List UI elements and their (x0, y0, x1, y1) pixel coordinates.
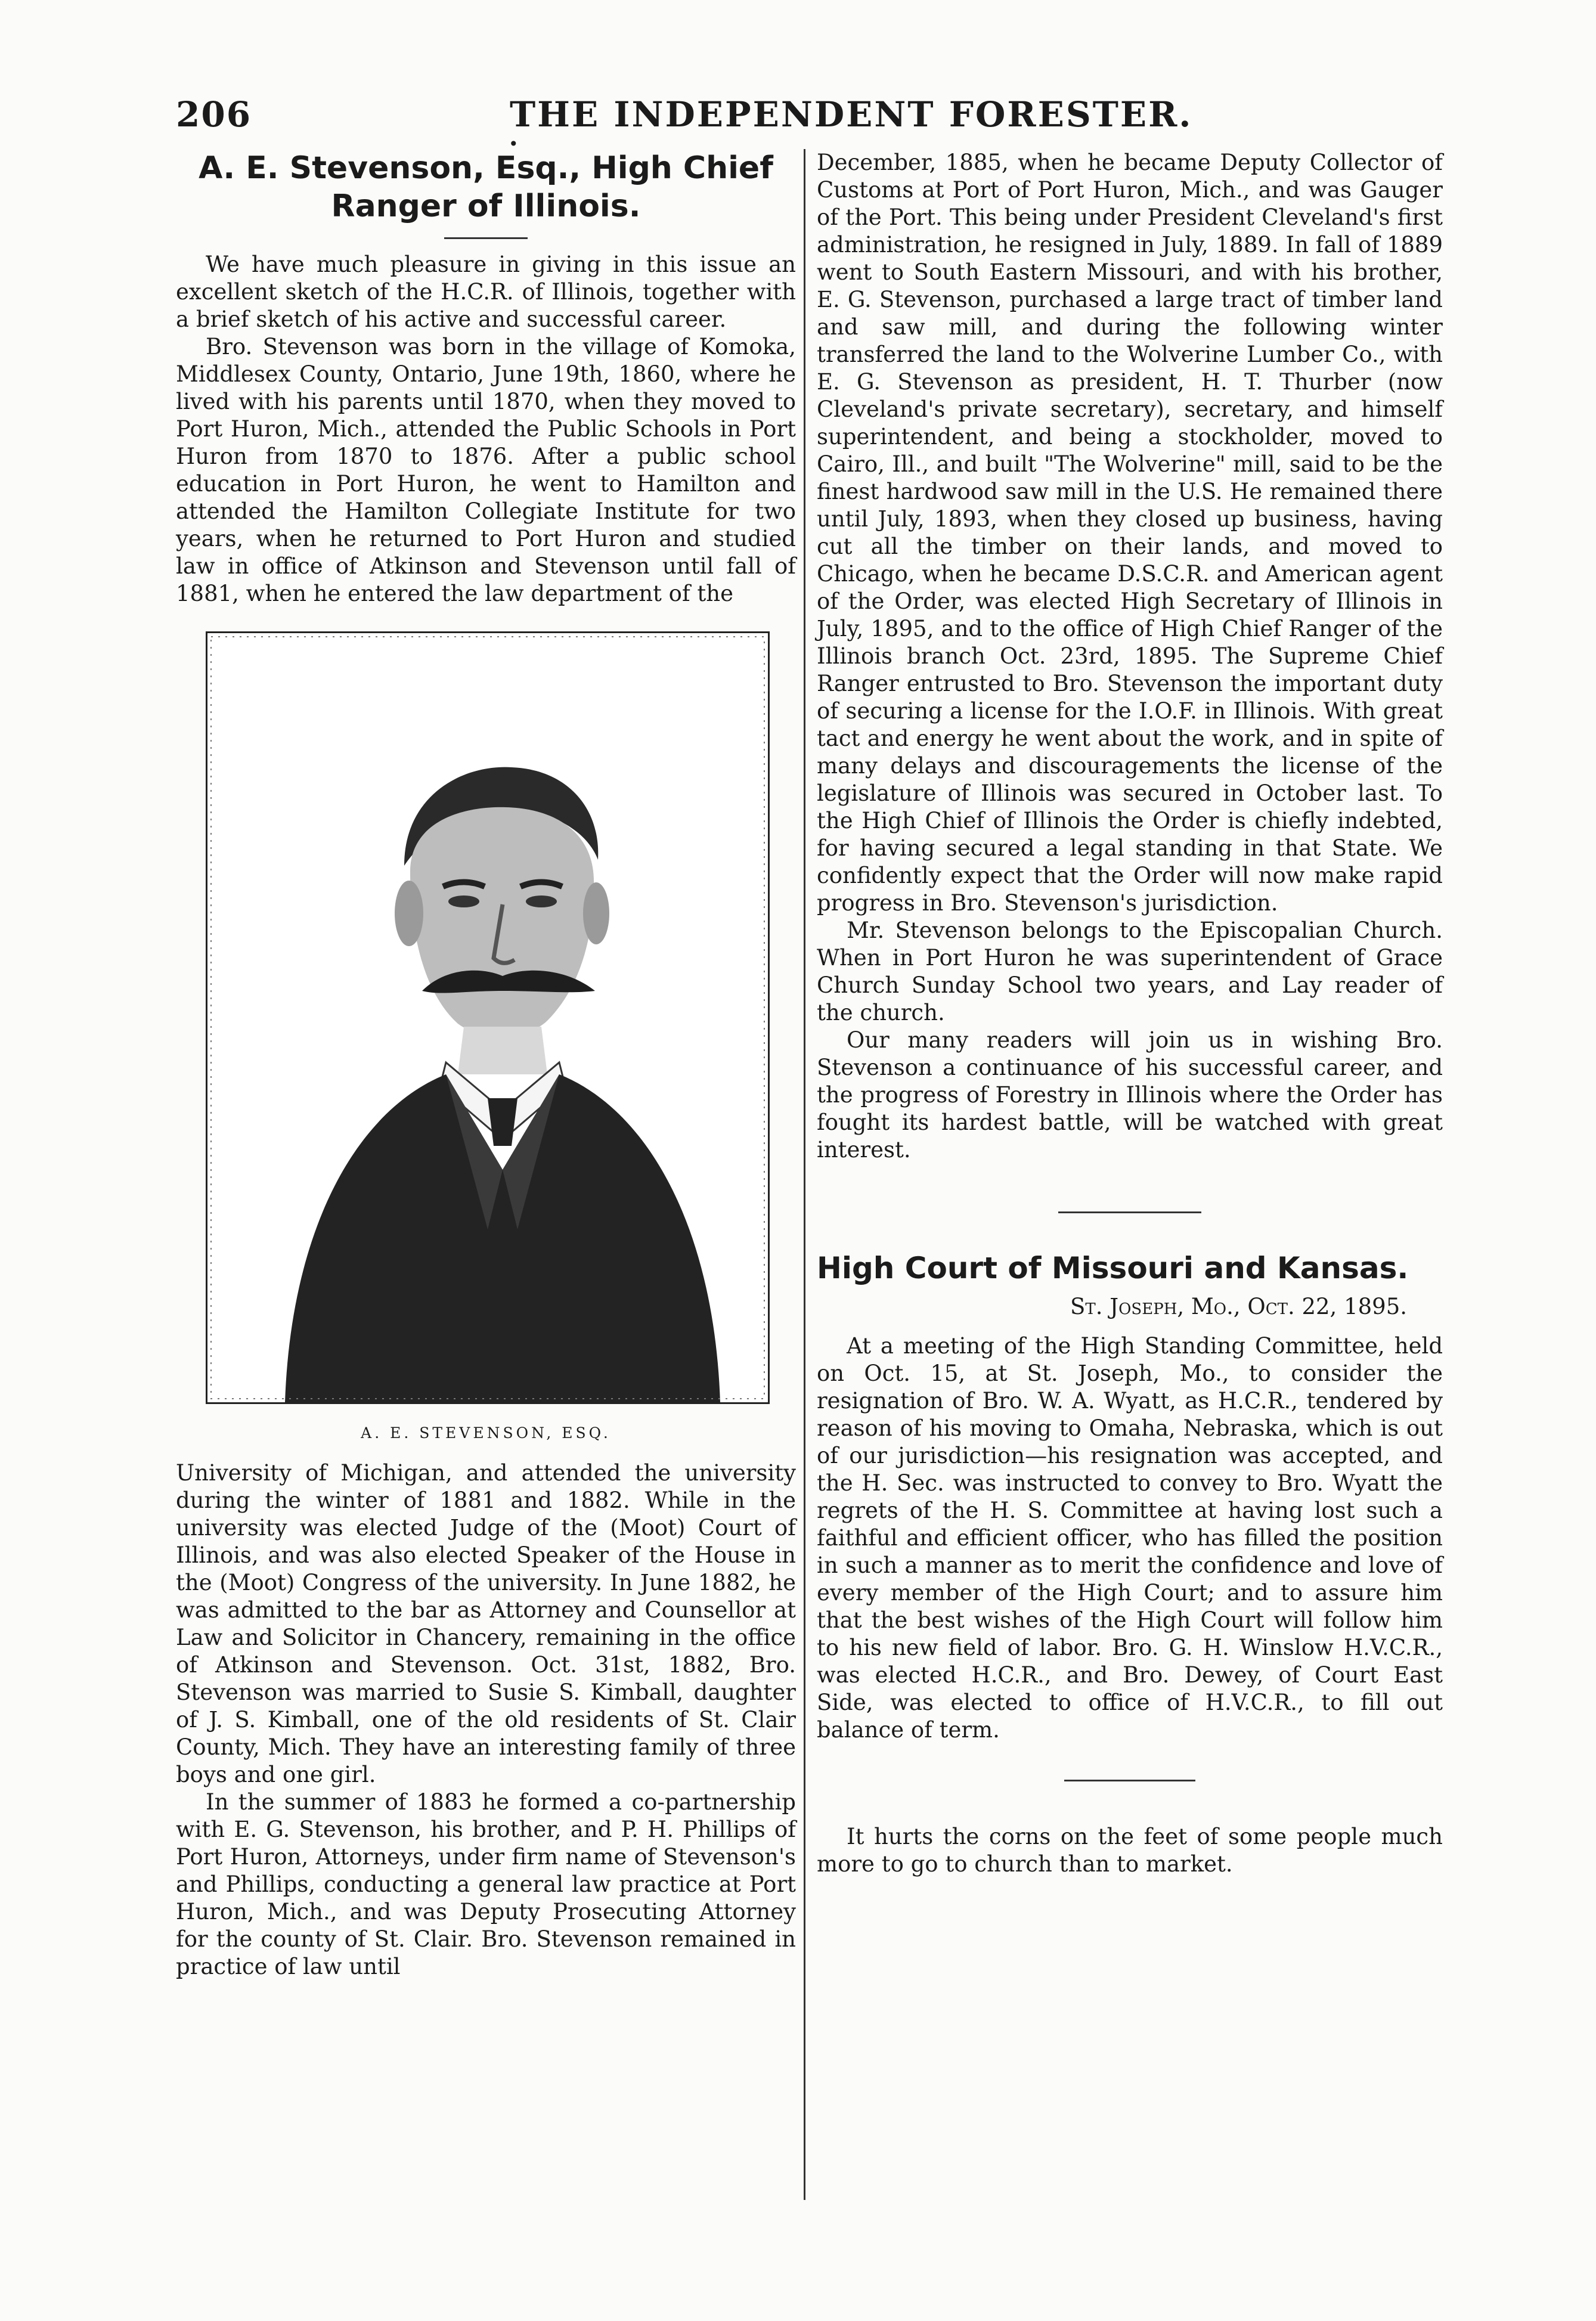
filler-rule (1064, 1780, 1195, 1781)
left-column (176, 149, 796, 1981)
paragraph-intro: We have much pleasure in giving in this issue an excellent sketch of the H.C.R. of Illinois, together with a brief sketch of his active and successful career. (176, 252, 796, 332)
paragraph-customs-career: December, 1885, when he became Deputy Collector of Customs at Port of Port Huron, Mich., and was Gauger of the Port. This being under President Cleveland's first administration, he resigned in July, 1889. In fall of 1889 went to South Eastern Missouri, and with his brother, E. G. Stevenson, purchased a large tract of timber land and saw mill, and during the following winter transferred the land to the Wolverine Lumber Co., with E. G. Stevenson as president, H. T. Thurber (now Cleveland's private secretary), secretary, and himself superintendent, and being a stockholder, moved to Cairo, Ill., and built "The Wolverine" mill, said to be the finest hardwood saw mill in the U.S. He remained there until July, 1893, when they closed up business, having cut all the timber on their lands, and moved to Chicago, when he became D.S.C.R. and American agent of the Order, was elected High Secretary of Illinois in July, 1895, and to the office of High Chief Ranger of the Illinois branch Oct. 23rd, 1895. The Supreme Chief Ranger entrusted to Bro. Stevenson the important duty of securing a license for the I.O.F. in Illinois. With great tact and energy he went about the work, and in spite of many delays and discouragements the license of the legislature of Illinois was secured in October last. To the High Chief of Illinois the Order is chiefly indebted, for having secured a legal standing in that State. We confidently expect that the Order will now make rapid progress in Bro. Stevenson's jurisdiction. (817, 150, 1443, 916)
column-divider (804, 149, 805, 2200)
paragraph-closing-wishes: Our many readers will join us in wishing Bro. Stevenson a continuance of his successful career, and the progress of Forestry in Illinois where the Order has fought its hardest battle, will be watched with great interest. (817, 1027, 1443, 1163)
article-title-high-court: High Court of Missouri and Kansas. (817, 1251, 1409, 1285)
paragraph-partnership: In the summer of 1883 he formed a co-partnership with E. G. Stevenson, his brother, and P. H. Phillips of Port Huron, Attorneys, under firm name of Stevenson's and Phillips, conducting a general law practice at Port Huron, Mich., and was Deputy Prosecuting Attorney for the county of St. Clair. Bro. Stevenson remained in practice of law until (176, 1789, 796, 1979)
portrait-engraving (207, 633, 768, 1402)
journal-title: THE INDEPENDENT FORESTER. (510, 94, 1193, 135)
dateline: St. Joseph, Mo., Oct. 22, 1895. (1070, 1294, 1407, 1319)
article-title-stevenson: A. E. Stevenson, Esq., High Chief Ranger of Illinois. (199, 150, 773, 224)
portrait-caption: A. E. STEVENSON, ESQ. (361, 1424, 611, 1442)
header-dot: • (509, 134, 519, 154)
paragraph-high-court: At a meeting of the High Standing Committee, held on Oct. 15, at St. Joseph, Mo., to consider the resignation of Bro. W. A. Wyatt, as H.C.R., tendered by reason of his moving to Omaha, Nebraska, which is out of our jurisdiction—his resignation was accepted, and the H. Sec. was instructed to convey to Bro. Wyatt the regrets of the H. S. Committee at having lost such a faithful and efficient officer, who has filled the position in such a manner as to merit the confidence and love of every member of the High Court; and to assure him that the best wishes of the High Court will follow him to his new field of labor. Bro. G. H. Winslow H.V.C.R., was elected H.C.R., and Bro. Dewey, of Court East Side, was elected to office of H.V.C.R., to fill out balance of term. (817, 1333, 1443, 1743)
page-header (176, 89, 1428, 154)
page-number: 206 (176, 94, 252, 135)
filler-text: It hurts the corns on the feet of some people much more to go to church than to market. (817, 1824, 1443, 1877)
paragraph-biography: Bro. Stevenson was born in the village of Komoka, Middlesex County, Ontario, June 19th, 1860, where he lived with his parents until 1870, when they moved to Port Huron, Mich., attended the Public Schools in Port Huron from 1870 to 1876. After a public school education in Port Huron, he went to Hamilton and attended the Hamilton Collegiate Institute for two years, when he returned to Port Huron and studied law in office of Atkinson and Stevenson until fall of 1881, when he entered the law department of the (176, 334, 796, 606)
paragraph-church: Mr. Stevenson belongs to the Episcopalian Church. When in Port Huron he was superintendent of Grace Church Sunday School two years, and Lay reader of the church. (817, 918, 1443, 1025)
portrait-figure (206, 631, 766, 1442)
title-rule (444, 237, 528, 239)
portrait-image (206, 631, 770, 1404)
right-column (817, 149, 1443, 1878)
section-rule (1058, 1211, 1201, 1213)
paragraph-university: University of Michigan, and attended the university during the winter of 1881 and 1882. While in the university was elected Judge of the (Moot) Court of Illinois, and was also elected Speaker of the House in the (Moot) Congress of the university. In June 1882, he was admitted to the bar as Attorney and Counsellor at Law and Solicitor in Chancery, remaining in the office of Atkinson and Stevenson. Oct. 31st, 1882, Bro. Stevenson was married to Susie S. Kimball, daughter of J. S. Kimball, one of the old residents of St. Clair County, Mich. They have an interesting family of three boys and one girl. (176, 1460, 796, 1787)
